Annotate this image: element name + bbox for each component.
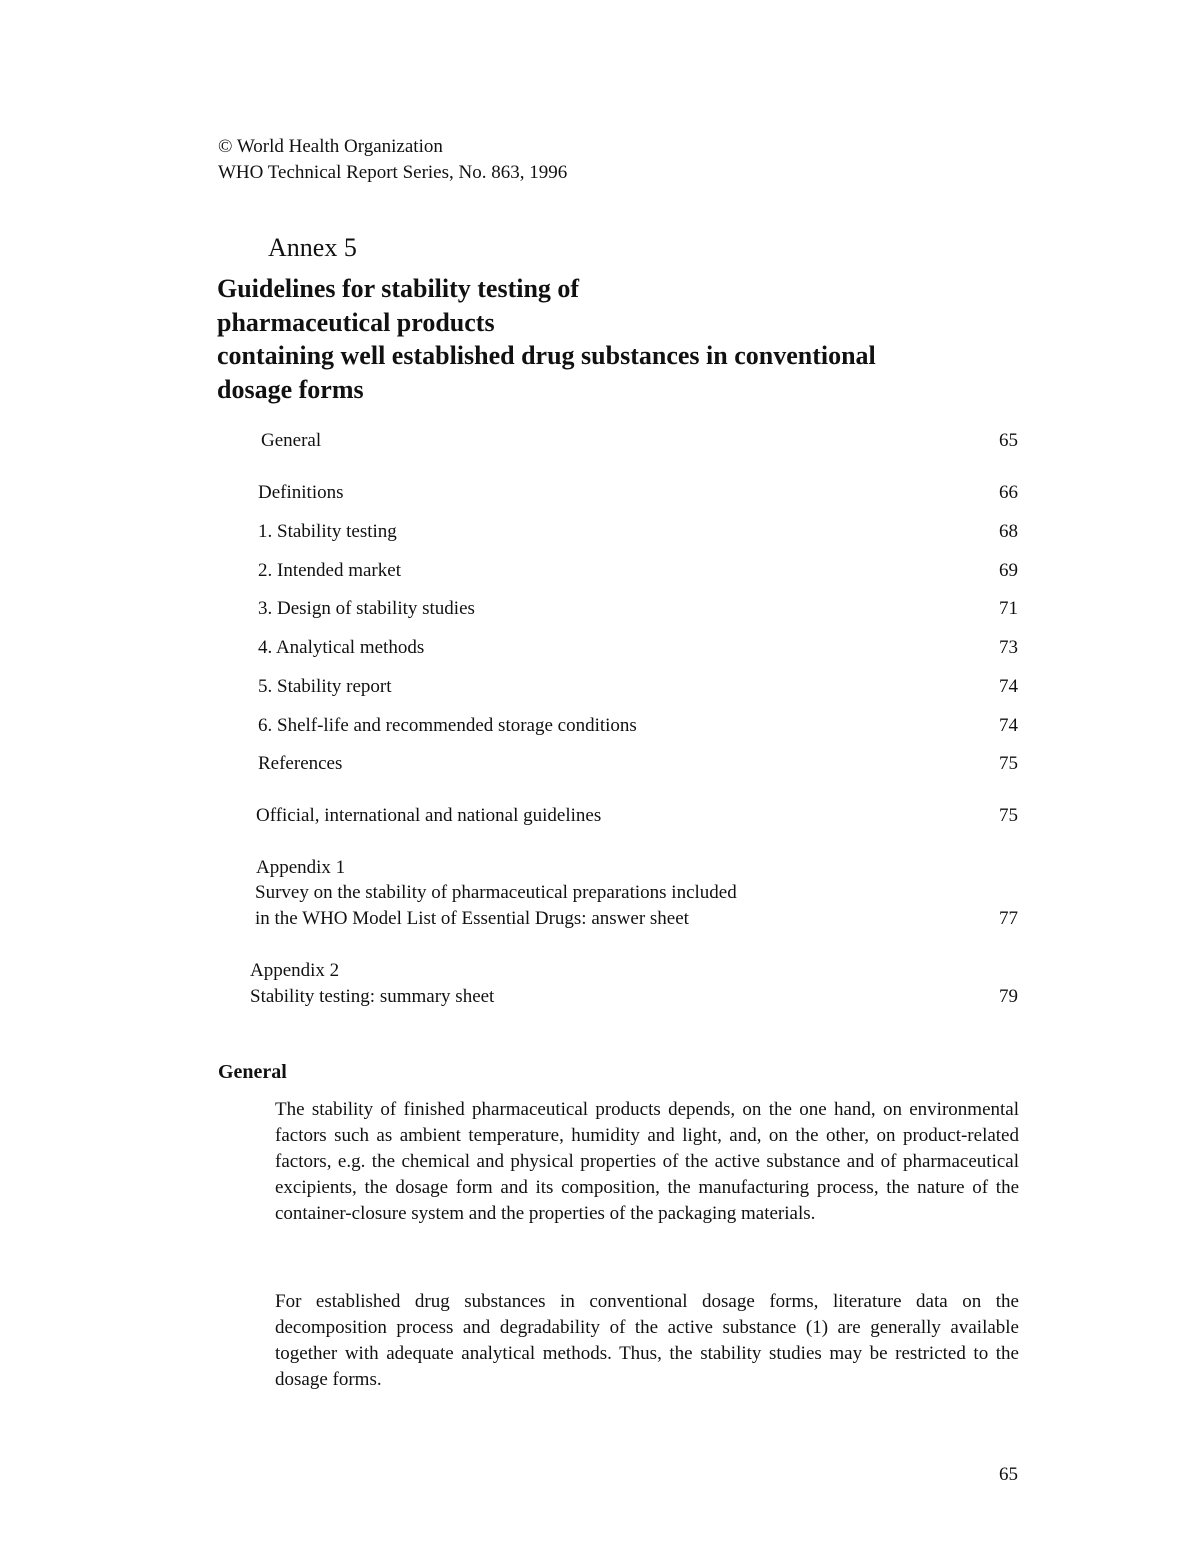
paragraph-2: For established drug substances in conventional dosage forms, literature data on the decomposition process and degradability of the active substance (1) are generally available together with adequate analytical methods. Thus, the stability studies may be restricted to the dosage forms.	[275, 1291, 1019, 1390]
toc-page-number: 69	[999, 560, 1018, 581]
toc-page-number: 71	[999, 598, 1018, 619]
appendix-1-heading: Appendix 1	[256, 857, 346, 878]
toc-label: 2. Intended market	[258, 560, 401, 581]
toc-entry-design-of-stability-studies[interactable]	[0, 598, 1200, 624]
toc-entry-intended-market[interactable]	[0, 560, 1200, 586]
section-heading-general: General	[218, 1061, 287, 1083]
toc-entry-stability-report[interactable]	[0, 676, 1200, 702]
toc-label: 4. Analytical methods	[258, 637, 425, 658]
copyright-line: © World Health Organization	[218, 136, 443, 157]
toc-page-number: 66	[999, 482, 1018, 503]
toc-page-number: 74	[999, 715, 1018, 736]
toc-entry-guidelines[interactable]	[0, 805, 1200, 831]
toc-label: 1. Stability testing	[258, 521, 397, 542]
title-line-1: Guidelines for stability testing of	[217, 274, 580, 303]
title-line-4: dosage forms	[217, 375, 364, 404]
toc-page-number: 75	[999, 753, 1018, 774]
toc-page-number: 65	[999, 430, 1018, 451]
toc-label: Official, international and national guidelines	[256, 805, 602, 826]
annex-label: Annex 5	[268, 233, 357, 262]
toc-page-number: 77	[999, 908, 1018, 929]
toc-page-number: 75	[999, 805, 1018, 826]
title-line-2: pharmaceutical products	[217, 308, 495, 337]
page-number: 65	[999, 1464, 1018, 1485]
series-line: WHO Technical Report Series, No. 863, 1996	[218, 162, 568, 183]
toc-entry-shelf-life[interactable]	[0, 715, 1200, 741]
toc-page-number: 79	[999, 986, 1018, 1007]
toc-page-number: 73	[999, 637, 1018, 658]
toc-entry-stability-testing[interactable]	[0, 521, 1200, 547]
toc-page-number: 68	[999, 521, 1018, 542]
toc-label: 6. Shelf-life and recommended storage conditions	[258, 715, 637, 736]
toc-label: General	[261, 430, 322, 451]
toc-page-number: 74	[999, 676, 1018, 697]
toc-label: Definitions	[258, 482, 344, 503]
appendix-2-heading: Appendix 2	[250, 960, 340, 981]
toc-entry-references[interactable]	[0, 753, 1200, 779]
toc-label: References	[258, 753, 343, 774]
toc-entry-general[interactable]	[0, 430, 1200, 456]
appendix-1-title-line-2: in the WHO Model List of Essential Drugs: answer sheet	[255, 908, 689, 929]
paragraph-1: The stability of finished pharmaceutical products depends, on the one hand, on environmental factors such as ambient temperature, humidity and light, and, on the other, on product-related factors, e.g. the chemical and physical properties of the active substance and of pharmaceutical excipients, the dosage form and its composition, the manufacturing process, the nature of the container-closure system and the properties of the packaging materials.	[275, 1099, 1019, 1224]
appendix-2-title-line-1: Stability testing: summary sheet	[250, 986, 495, 1007]
title-line-3: containing well established drug substances in conventional	[217, 341, 876, 370]
toc-label: 3. Design of stability studies	[258, 598, 475, 619]
toc-entry-analytical-methods[interactable]	[0, 637, 1200, 663]
toc-entry-definitions[interactable]	[0, 482, 1200, 508]
appendix-1-title-line-1: Survey on the stability of pharmaceutical preparations included	[255, 882, 737, 903]
toc-label: 5. Stability report	[258, 676, 392, 697]
